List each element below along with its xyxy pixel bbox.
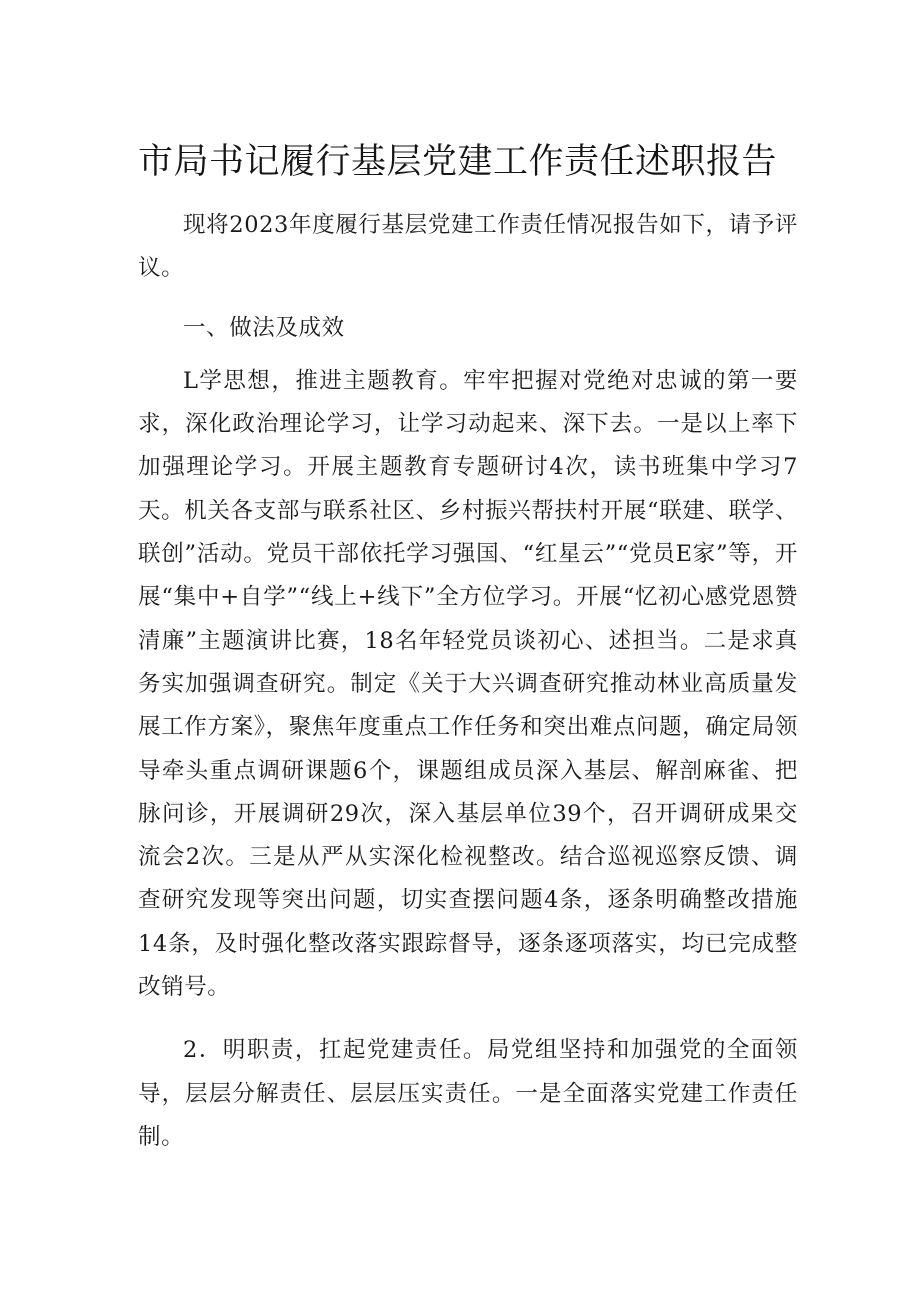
- intro-paragraph: 现将2023年度履行基层党建工作责任情况报告如下，请予评议。: [138, 212, 798, 282]
- document-body: [138, 134, 798, 1159]
- body-paragraph-1: L学思想，推进主题教育。牢牢把握对党绝对忠诚的第一要求，深化政治理论学习，让学习动起来、深下去。一是以上率下加强理论学习。开展主题教育专题研讨4次，读书班集中学习7天。机关各支部与联系社区、乡村振兴帮扶村开展“联建、联学、联创”活动。党员干部依托学习强国、“红星云”“党员E家”等，开展“集中+自学”“线上+线下”全方位学习。开展“忆初心感党恩赞清廉”主题演讲比赛，18名年轻党员谈初心、述担当。二是求真务实加强调查研究。制定《关于大兴调查研究推动林业高质量发展工作方案》，聚焦年度重点工作任务和突出难点问题，确定局领导牵头重点调研课题6个，课题组成员深入基层、解剖麻雀、把脉问诊，开展调研29次，深入基层单位39个，召开调研成果交流会2次。三是从严从实深化检视整改。结合巡视巡察反馈、调查研究发现等突出问题，切实查摆问题4条，逐条明确整改措施14条，及时强化整改落实跟踪督导，逐条逐项落实，均已完成整改销号。: [138, 367, 798, 1001]
- section-heading: 一、做法及成效: [183, 314, 345, 341]
- body-paragraph-2: 2．明职责，扛起党建责任。局党组坚持和加强党的全面领导，层层分解责任、层层压实责任。一是全面落实党建工作责任制。: [138, 1037, 798, 1150]
- document-title: 市局书记履行基层党建工作责任述职报告: [138, 142, 778, 182]
